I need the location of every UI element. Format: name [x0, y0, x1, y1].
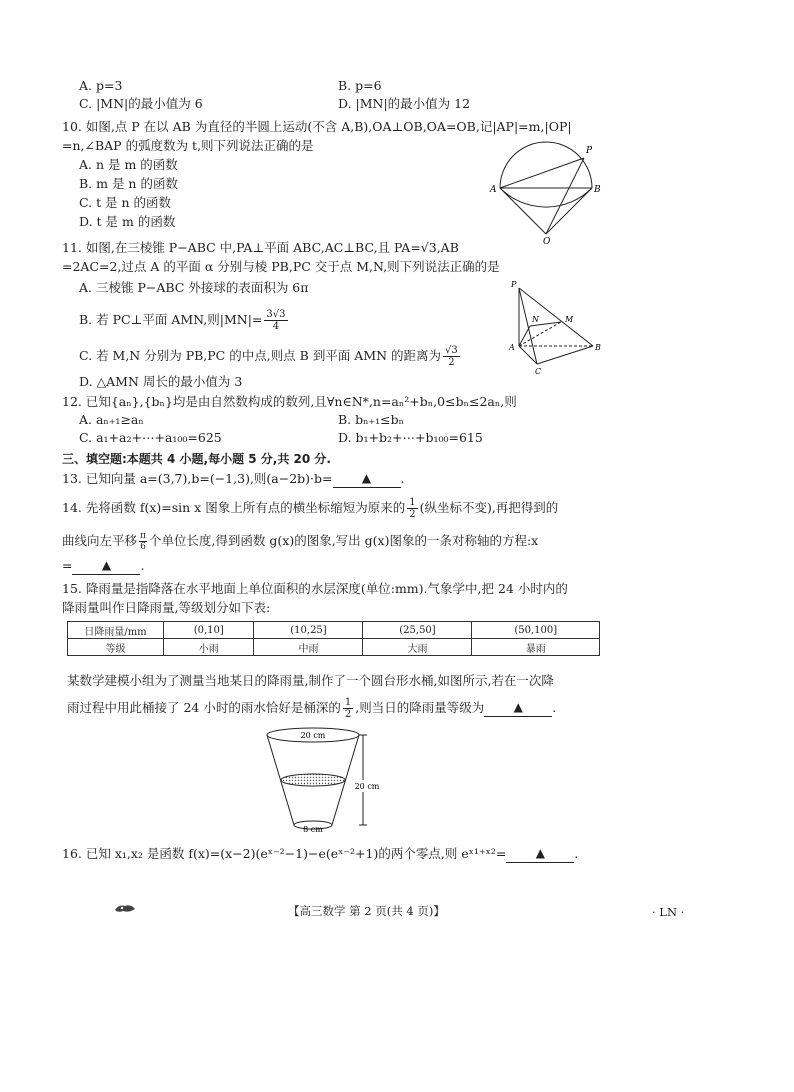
q13-period: . — [400, 471, 405, 486]
fraction-numerator: √3 — [445, 345, 458, 356]
triangle-marker-icon: ▲ — [101, 558, 112, 572]
q12-option-c: C. a₁+a₂+⋯+a₁₀₀=625 — [79, 430, 222, 445]
q13-text: 13. 已知向量 a=(3,7),b=(−1,3),则(a−2b)·b= — [62, 471, 333, 486]
fraction-denominator: 4 — [272, 321, 280, 332]
q12-option-d: D. b₁+b₂+⋯+b₁₀₀=615 — [338, 430, 483, 445]
edge-cb — [537, 346, 593, 364]
q11-option-a: A. 三棱锥 P−ABC 外接球的表面积为 6π — [79, 280, 309, 295]
q16-text: 16. 已知 x₁,x₂ 是函数 f(x)=(x−2)(eˣ⁻²−1)−e(eˣ⁻²+1)的两个零点,则 eˣ¹⁺ˣ²= — [62, 846, 507, 861]
q14-fraction-half — [407, 497, 417, 520]
q14-period: . — [140, 558, 145, 573]
q9-option-a: A. p=3 — [79, 78, 123, 93]
footer-code: · LN · — [652, 905, 685, 919]
height-label: 20 cm — [354, 782, 380, 791]
triangle-marker-icon: ▲ — [535, 846, 545, 860]
bottom-diameter-label: 8 cm — [303, 825, 323, 834]
label-o: O — [543, 237, 551, 246]
table-cell: 暴雨 — [472, 639, 600, 656]
q10-semicircle-figure — [488, 138, 606, 246]
edge-ac — [519, 346, 537, 364]
q11-option-c — [79, 345, 460, 368]
table-cell: 中雨 — [254, 639, 363, 656]
table-cell: 等级 — [68, 639, 164, 656]
q15-period: . — [552, 700, 557, 715]
q13 — [62, 470, 404, 489]
q10-option-a: A. n 是 m 的函数 — [79, 157, 178, 172]
top-diameter-label: 20 cm — [300, 731, 326, 740]
q14-text-d: 个单位长度,得到函数 g(x)的图象,写出 g(x)图象的一条对称轴的方程:x — [148, 533, 539, 548]
table-row — [68, 639, 600, 656]
edge-pb — [519, 288, 593, 346]
q16-answer-blank — [506, 844, 574, 863]
q14-text-a: 14. 先将函数 f(x)=sin x 图象上所有点的横坐标缩短为原来的 — [62, 500, 406, 515]
q11-stem-line2: =2AC=2,过点 A 的平面 α 分别与棱 PB,PC 交于点 M,N,则下列说法正确的是 — [62, 259, 500, 274]
q11-tetrahedron-figure — [505, 278, 605, 378]
q15-text-a: 雨过程中用此桶接了 24 小时的雨水恰好是桶深的 — [67, 700, 341, 715]
table-header-cell: (50,100] — [472, 622, 600, 639]
q15-line3: 某数学建模小组为了测量当地某日的降雨量,制作了一个圆台形水桶,如图所示,若在一次降 — [67, 673, 554, 688]
q10-stem-line2: =n,∠BAP 的弧度数为 t,则下列说法正确的是 — [62, 138, 314, 153]
q11-option-b — [79, 309, 288, 332]
table-header-cell: 日降雨量/mm — [68, 622, 164, 639]
label-a: A — [509, 343, 515, 352]
label-n: N — [532, 315, 539, 324]
q15-line2: 降雨量叫作日降雨量,等级划分如下表: — [62, 600, 271, 615]
table-header-cell: (25,50] — [363, 622, 472, 639]
page-footer: 【高三数学 第 2 页(共 4 页)】 — [288, 904, 445, 918]
label-c: C — [535, 367, 542, 376]
section3-heading: 三、填空题:本题共 4 小题,每小题 5 分,共 20 分. — [62, 452, 331, 466]
label-m: M — [565, 315, 574, 324]
semicircle-arc — [500, 142, 592, 188]
q16 — [62, 845, 578, 864]
q15-fraction-half — [343, 697, 353, 720]
fraction-denominator: 6 — [140, 542, 146, 552]
q12-stem: 12. 已知{aₙ},{bₙ}均是由自然数构成的数列,且∀n∈N*,n=aₙ²+bₙ,0≤bₙ≤2aₙ,则 — [62, 394, 517, 409]
triangle-marker-icon: ▲ — [513, 700, 523, 714]
fraction-denominator: 2 — [448, 357, 455, 368]
water-surface — [281, 774, 345, 786]
q11-stem-line1: 11. 如图,在三棱锥 P−ABC 中,PA⊥平面 ABC,AC⊥BC,且 PA=√3,AB — [62, 240, 459, 255]
table-header-cell: (0,10] — [164, 622, 254, 639]
rainfall-grade-table — [67, 621, 600, 656]
fraction-numerator: π — [140, 531, 146, 541]
fraction-denominator: 2 — [344, 709, 352, 720]
q14-line1 — [62, 497, 558, 520]
q11-option-d: D. △AMN 周长的最小值为 3 — [79, 374, 243, 389]
label-b: B — [594, 185, 601, 195]
q14-fraction-shift — [139, 531, 147, 552]
q10-option-d: D. t 是 m 的函数 — [79, 214, 176, 229]
table-header-cell: (10,25] — [254, 622, 363, 639]
q15-answer-blank — [484, 698, 552, 717]
q11-option-c-fraction — [443, 345, 460, 368]
q14-equals: = — [62, 558, 73, 573]
q15-line4 — [67, 697, 556, 720]
fraction-denominator: 2 — [409, 509, 416, 520]
q16-period: . — [574, 846, 579, 861]
q10-option-b: B. m 是 n 的函数 — [79, 176, 178, 191]
q12-option-b: B. bₙ₊₁≤bₙ — [338, 412, 405, 427]
q15-line1: 15. 降雨量是指降落在水平地面上单位面积的水层深度(单位:mm).气象学中,把 24 小时内的 — [62, 581, 568, 596]
table-cell: 大雨 — [363, 639, 472, 656]
label-a: A — [490, 185, 497, 195]
q11-option-c-text: C. 若 M,N 分别为 PB,PC 的中点,则点 B 到平面 AMN 的距离为 — [79, 348, 442, 363]
label-p: P — [511, 280, 517, 289]
q9-option-c: C. |MN|的最小值为 6 — [79, 96, 203, 111]
q11-option-b-text: B. 若 PC⊥平面 AMN,则|MN|= — [79, 312, 263, 327]
segment-oa — [500, 188, 546, 234]
q13-answer-blank — [333, 469, 401, 488]
q14-line3 — [62, 557, 144, 576]
q14-answer-blank — [72, 556, 140, 575]
table-row — [68, 622, 600, 639]
triangle-marker-icon: ▲ — [361, 471, 372, 485]
q14-text-b: (纵坐标不变),再把得到的 — [419, 500, 559, 515]
q9-option-b: B. p=6 — [338, 78, 382, 93]
q9-option-d: D. |MN|的最小值为 12 — [338, 96, 471, 111]
q10-stem-line1: 10. 如图,点 P 在以 AB 为直径的半圆上运动(不含 A,B),OA⊥OB,OA=OB,记|AP|=m,|OP| — [62, 119, 572, 134]
lower-arc — [500, 188, 592, 207]
fraction-numerator: 3√3 — [266, 309, 286, 320]
publisher-logo-icon — [113, 902, 137, 914]
table-cell: 小雨 — [164, 639, 254, 656]
q14-line2 — [62, 531, 538, 552]
bucket-frustum-figure — [255, 722, 385, 840]
q11-option-b-fraction — [264, 309, 287, 332]
q12-option-a: A. aₙ₊₁≥aₙ — [79, 412, 144, 427]
q15-text-b: ,则当日的降雨量等级为 — [355, 700, 485, 715]
q14-text-c: 曲线向左平移 — [62, 533, 138, 548]
fraction-numerator: 1 — [409, 497, 416, 508]
q10-option-c: C. t 是 n 的函数 — [79, 195, 172, 210]
fraction-numerator: 1 — [344, 697, 352, 708]
segment-ob — [546, 188, 592, 234]
label-p: P — [586, 146, 593, 156]
label-b: B — [595, 343, 601, 352]
